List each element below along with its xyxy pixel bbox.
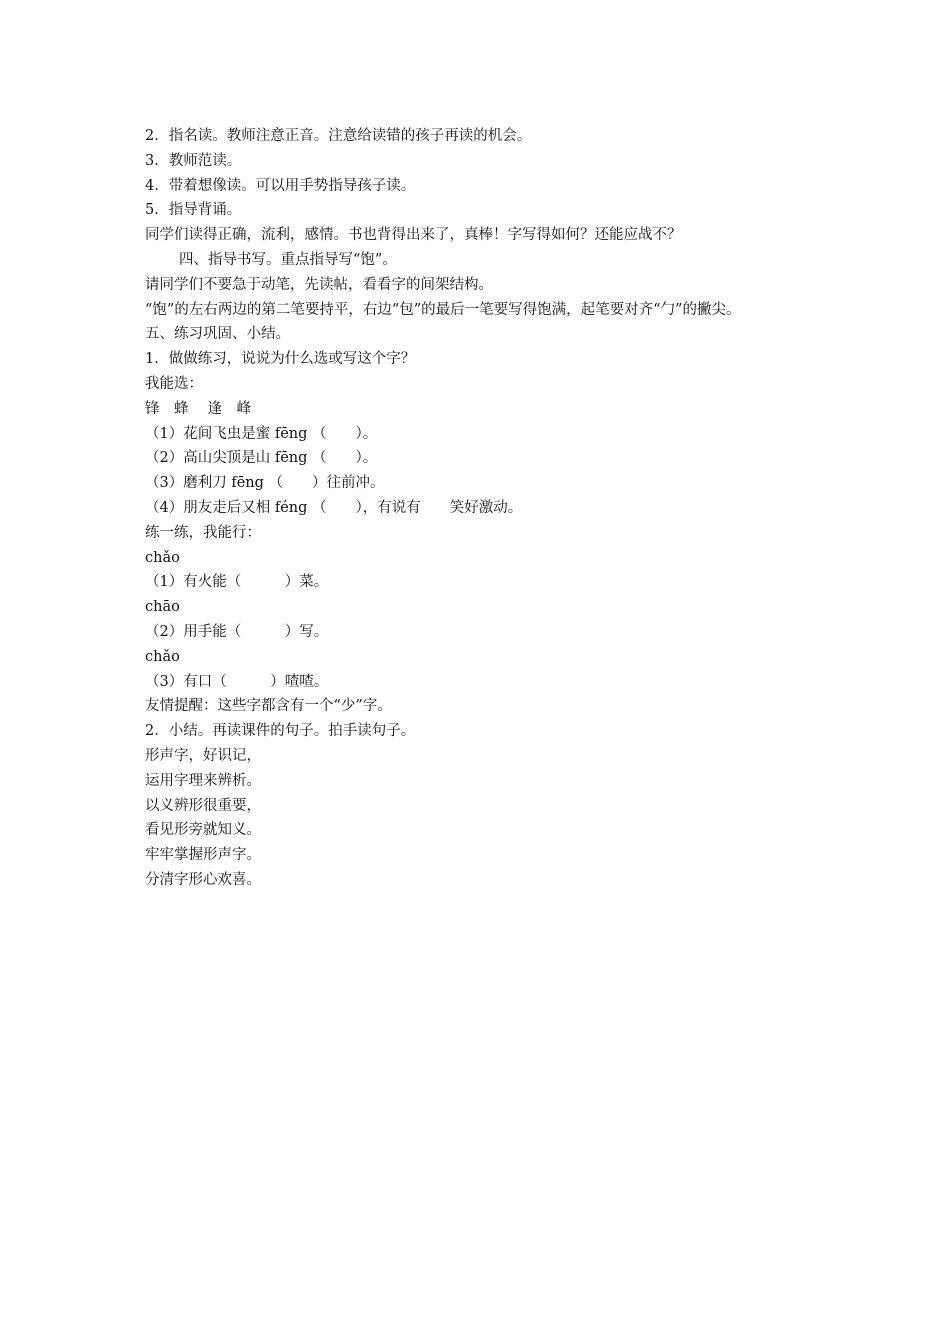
verse-line: 运用字理来辨析。 [145,772,261,789]
exercise-item: （3）有口（ ）喳喳。 [145,673,329,690]
exercise-item: （2）用手能（ ）写。 [145,623,329,640]
text-line: 练一练，我能行： [145,524,261,541]
text-paragraph: “饱”的左右两边的第二笔要持平，右边“包”的最后一笔要写得饱满，起笔要对齐“勹”的撇尖。 [145,301,741,318]
text-line: 同学们读得正确，流利，感情。书也背得出来了，真棒！字写得如何？还能应战不？ [145,227,682,244]
exercise-item: （1）花间飞虫是蜜 fēng （ ）。 [145,425,378,442]
text-line: 1．做做练习，说说为什么选或写这个字？ [145,351,416,368]
section-heading: 五、练习巩固、小结。 [145,326,290,343]
text-line: 4．带着想像读。可以用手势指导孩子读。 [145,177,416,194]
exercise-item: （1）有火能（ ）菜。 [145,574,329,591]
verse-line: 牢牢掌握形声字。 [145,847,261,864]
character-choices: 锋 蜂 逢 峰 [145,400,252,417]
text-line: 2．指名读。教师注意正音。注意给读错的孩子再读的机会。 [145,128,532,144]
section-heading: 四、指导书写。重点指导写“饱”。 [179,251,397,268]
verse-line: 分清字形心欢喜。 [145,871,261,888]
pinyin-line: chāo [145,599,180,616]
text-line: 我能选： [145,375,203,392]
text-line: 3．教师范读。 [145,152,242,169]
exercise-item: （2）高山尖顶是山 fēng （ ）。 [145,450,378,467]
exercise-item: （4）朋友走后又相 féng （ ），有说有 笑好激动。 [145,499,523,516]
exercise-item: （3）磨利刀 fēng （ ）往前冲。 [145,475,385,492]
text-line: 友情提醒：这些字都含有一个“少”字。 [145,698,392,715]
verse-line: 看见形旁就知义。 [145,822,261,839]
text-line: 5．指导背诵。 [145,202,242,219]
text-line: 2．小结。再读课件的句子。拍手读句子。 [145,723,416,740]
verse-line: 形声字，好识记， [145,747,261,764]
verse-line: 以义辨形很重要， [145,797,261,814]
pinyin-line: chǎo [145,648,180,665]
text-line: 请同学们不要急于动笔，先读帖，看看字的间架结构。 [145,276,493,293]
pinyin-line: chǎo [145,549,180,566]
document-body [145,124,810,893]
